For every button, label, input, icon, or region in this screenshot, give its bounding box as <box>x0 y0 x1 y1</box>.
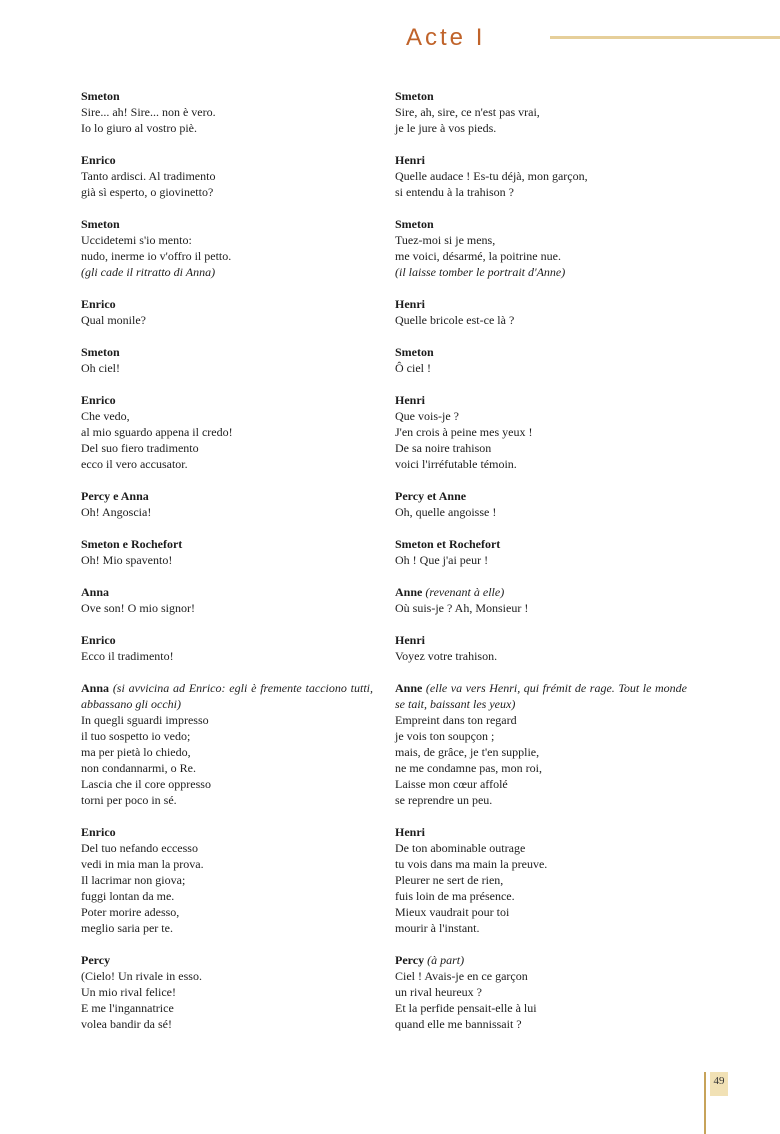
verse-line: nudo, inerme io v'offro il petto. <box>81 249 232 263</box>
dialogue-block <box>81 216 373 280</box>
verse-line: me voici, désarmé, la poitrine nue. <box>395 249 561 263</box>
act-title: Acte I <box>406 24 486 51</box>
dialogue-block <box>395 632 687 664</box>
verse-line: Lascia che il core oppresso <box>81 777 211 791</box>
verse-line: fuis loin de ma présence. <box>395 889 515 903</box>
speaker-line <box>395 88 687 104</box>
speaker-name: Smeton et Rochefort <box>395 537 501 551</box>
dialogue-block <box>395 488 687 520</box>
speaker-line <box>395 216 687 232</box>
verse-line: mourir à l'instant. <box>395 921 480 935</box>
speaker-line <box>395 632 687 648</box>
speaker-name: Smeton <box>395 345 434 359</box>
verse-line: (Cielo! Un rivale in esso. <box>81 969 202 983</box>
speaker-line <box>395 952 687 968</box>
speaker-name: Enrico <box>81 393 116 407</box>
verse-line: Ove son! O mio signor! <box>81 601 195 615</box>
page-number: 49 <box>710 1072 728 1096</box>
verse-line: E me l'ingannatrice <box>81 1001 174 1015</box>
dialogue-block <box>81 488 373 520</box>
verse-line: Che vedo, <box>81 409 130 423</box>
speaker-line <box>395 296 687 312</box>
verse-line: Mieux vaudrait pour toi <box>395 905 510 919</box>
speaker-line <box>395 392 687 408</box>
verse-line: Quelle audace ! Es-tu déjà, mon garçon, <box>395 169 588 183</box>
verse-line: Del tuo nefando eccesso <box>81 841 198 855</box>
speaker-line <box>81 88 373 104</box>
verse-line: Oh ! Que j'ai peur ! <box>395 553 489 567</box>
verse-line: Empreint dans ton regard <box>395 713 517 727</box>
speaker-name: Anna <box>81 585 110 599</box>
speaker-line <box>395 824 687 840</box>
speaker-name: Smeton <box>395 217 434 231</box>
dialogue-block <box>81 680 373 808</box>
verse-line: quand elle me bannissait ? <box>395 1017 522 1031</box>
stage-direction: (revenant à elle) <box>425 585 505 599</box>
dialogue-block <box>395 152 687 200</box>
verse-line: Il lacrimar non giova; <box>81 873 186 887</box>
verse-line: Laisse mon cœur affolé <box>395 777 508 791</box>
verse-line: Que vois-je ? <box>395 409 459 423</box>
speaker-name: Percy et Anne <box>395 489 467 503</box>
dialogue-block <box>395 680 687 808</box>
speaker-name: Smeton <box>81 345 120 359</box>
verse-line: Io lo giuro al vostro piè. <box>81 121 197 135</box>
stage-direction: (si avvicina ad Enrico: egli è fremente tacciono tutti, abbassano gli occhi) <box>81 681 373 711</box>
speaker-name: Anne <box>395 681 423 695</box>
speaker-name: Enrico <box>81 297 116 311</box>
speaker-name: Henri <box>395 825 425 839</box>
verse-line: torni per poco in sé. <box>81 793 177 807</box>
speaker-line <box>81 152 373 168</box>
speaker-name: Henri <box>395 393 425 407</box>
verse-line: Del suo fiero tradimento <box>81 441 199 455</box>
speaker-name: Anne <box>395 585 423 599</box>
dialogue-block <box>395 536 687 568</box>
french-column <box>395 88 687 1048</box>
speaker-line <box>81 392 373 408</box>
verse-line: Poter morire adesso, <box>81 905 180 919</box>
speaker-line <box>81 216 373 232</box>
dialogue-block <box>395 952 687 1032</box>
verse-line: si entendu à la trahison ? <box>395 185 514 199</box>
speaker-name: Percy <box>395 953 425 967</box>
speaker-line <box>81 536 373 552</box>
stage-direction: (il laisse tomber le portrait d'Anne) <box>395 265 566 279</box>
verse-line: je vois ton soupçon ; <box>395 729 495 743</box>
verse-line: Sire... ah! Sire... non è vero. <box>81 105 216 119</box>
verse-line: Quelle bricole est-ce là ? <box>395 313 515 327</box>
speaker-name: Smeton <box>81 89 120 103</box>
speaker-name: Henri <box>395 297 425 311</box>
speaker-line <box>395 536 687 552</box>
dialogue-block <box>81 344 373 376</box>
verse-line: Et la perfide pensait-elle à lui <box>395 1001 537 1015</box>
verse-line: ma per pietà lo chiedo, <box>81 745 191 759</box>
verse-line: De ton abominable outrage <box>395 841 526 855</box>
header-rule <box>550 36 780 39</box>
speaker-name: Smeton e Rochefort <box>81 537 183 551</box>
dialogue-block <box>395 344 687 376</box>
verse-line: un rival heureux ? <box>395 985 482 999</box>
dialogue-block <box>395 392 687 472</box>
italian-column <box>81 88 373 1048</box>
verse-line: ne me condamne pas, mon roi, <box>395 761 542 775</box>
dialogue-block <box>81 152 373 200</box>
speaker-line <box>81 344 373 360</box>
verse-line: Qual monile? <box>81 313 146 327</box>
verse-line: se reprendre un peu. <box>395 793 493 807</box>
verse-line: voici l'irréfutable témoin. <box>395 457 517 471</box>
verse-line: Ciel ! Avais-je en ce garçon <box>395 969 528 983</box>
verse-line: fuggi lontan da me. <box>81 889 175 903</box>
verse-line: mais, de grâce, je t'en supplie, <box>395 745 540 759</box>
stage-direction: (gli cade il ritratto di Anna) <box>81 265 216 279</box>
stage-direction: (à part) <box>427 953 465 967</box>
dialogue-block <box>81 392 373 472</box>
verse-line: Tanto ardisci. Al tradimento <box>81 169 216 183</box>
dialogue-block <box>81 632 373 664</box>
dialogue-block <box>395 296 687 328</box>
speaker-line <box>395 680 687 712</box>
verse-line: Sire, ah, sire, ce n'est pas vrai, <box>395 105 540 119</box>
verse-line: Oh! Mio spavento! <box>81 553 173 567</box>
verse-line: J'en crois à peine mes yeux ! <box>395 425 533 439</box>
verse-line: non condannarmi, o Re. <box>81 761 196 775</box>
verse-line: meglio saria per te. <box>81 921 173 935</box>
verse-line: Tuez-moi si je mens, <box>395 233 496 247</box>
verse-line: Un mio rival felice! <box>81 985 176 999</box>
verse-line: Oh, quelle angoisse ! <box>395 505 497 519</box>
speaker-line <box>81 488 373 504</box>
verse-line: volea bandir da sé! <box>81 1017 172 1031</box>
dialogue-block <box>395 584 687 616</box>
speaker-line <box>81 952 373 968</box>
verse-line: già sì esperto, o giovinetto? <box>81 185 214 199</box>
verse-line: al mio sguardo appena il credo! <box>81 425 233 439</box>
dialogue-block <box>81 536 373 568</box>
verse-line: tu vois dans ma main la preuve. <box>395 857 548 871</box>
verse-line: Ecco il tradimento! <box>81 649 174 663</box>
speaker-name: Anna <box>81 681 110 695</box>
speaker-line <box>81 824 373 840</box>
speaker-line <box>395 584 687 600</box>
stage-direction: (elle va vers Henri, qui frémit de rage. Tout le monde se tait, baissant les yeux) <box>395 681 687 711</box>
speaker-line <box>81 632 373 648</box>
speaker-line <box>81 296 373 312</box>
dialogue-block <box>395 88 687 136</box>
verse-line: Où suis-je ? Ah, Monsieur ! <box>395 601 529 615</box>
speaker-name: Smeton <box>81 217 120 231</box>
dialogue-block <box>395 216 687 280</box>
speaker-line <box>395 344 687 360</box>
speaker-name: Enrico <box>81 153 116 167</box>
speaker-line <box>81 680 373 712</box>
dialogue-block <box>81 296 373 328</box>
page-rule <box>704 1072 706 1134</box>
verse-line: il tuo sospetto io vedo; <box>81 729 191 743</box>
speaker-line <box>81 584 373 600</box>
dialogue-block <box>395 824 687 936</box>
verse-line: Oh! Angoscia! <box>81 505 152 519</box>
speaker-name: Enrico <box>81 825 116 839</box>
dialogue-block <box>81 824 373 936</box>
verse-line: In quegli sguardi impresso <box>81 713 209 727</box>
speaker-line <box>395 152 687 168</box>
verse-line: Voyez votre trahison. <box>395 649 498 663</box>
speaker-name: Percy e Anna <box>81 489 149 503</box>
verse-line: je le jure à vos pieds. <box>395 121 497 135</box>
dialogue-block <box>81 952 373 1032</box>
speaker-name: Henri <box>395 633 425 647</box>
verse-line: Uccidetemi s'io mento: <box>81 233 192 247</box>
speaker-name: Percy <box>81 953 111 967</box>
speaker-line <box>395 488 687 504</box>
speaker-name: Smeton <box>395 89 434 103</box>
dialogue-block <box>81 88 373 136</box>
verse-line: ecco il vero accusator. <box>81 457 188 471</box>
speaker-name: Henri <box>395 153 425 167</box>
verse-line: Pleurer ne sert de rien, <box>395 873 504 887</box>
verse-line: Ô ciel ! <box>395 361 431 375</box>
verse-line: Oh ciel! <box>81 361 120 375</box>
dialogue-block <box>81 584 373 616</box>
verse-line: vedi in mia man la prova. <box>81 857 204 871</box>
verse-line: De sa noire trahison <box>395 441 492 455</box>
speaker-name: Enrico <box>81 633 116 647</box>
